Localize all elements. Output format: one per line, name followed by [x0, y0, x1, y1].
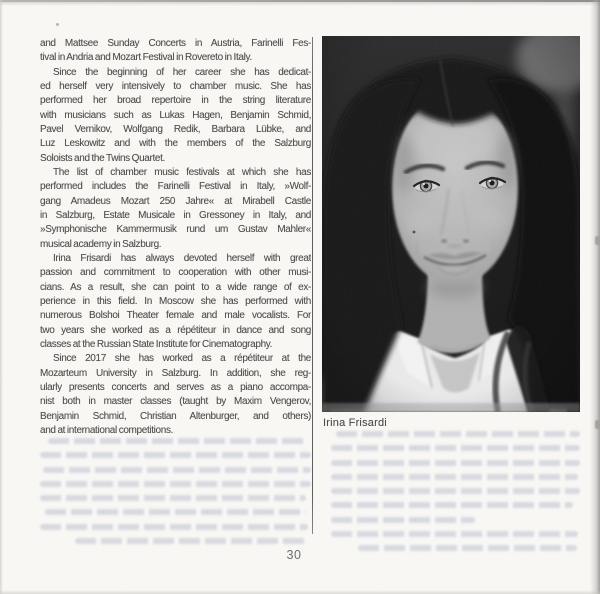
body-text-line: Benjamin Schmid, Christian Altenburger, and others) — [40, 410, 311, 422]
scan-edge-bottom — [0, 590, 600, 594]
paragraph — [40, 252, 311, 352]
body-text-line: tival in Andria and Mozart Festival in Rovereto in Italy. — [40, 52, 252, 64]
body-text-line: passion and commitment to cooperation with other musi- — [40, 267, 311, 279]
body-text-line: ularly presents concerts and serves as a piano accompa- — [40, 381, 311, 393]
bleed-through-line — [40, 495, 306, 501]
body-text-line: perience in this field. In Moscow she has performed with — [40, 295, 311, 307]
bleed-through-line — [45, 509, 305, 515]
body-text-line: gang Amadeus Mozart 250 Jahre« at Mirabell Castle — [40, 195, 311, 207]
scan-edge-top-soft — [0, 2, 600, 6]
bleed-through-line — [331, 488, 580, 494]
body-text-line: and at international competitions. — [40, 424, 174, 436]
body-text-line: Pavel Vernikov, Wolfgang Redik, Barbara Lübke, and — [40, 123, 311, 135]
body-text-line: musical academy in Salzburg. — [40, 238, 162, 250]
body-text-line: »Symphonische Kammermusik rund um Gustav Mahler« — [40, 224, 311, 236]
body-text-line: performed her broad repertoire in the string literature — [40, 95, 311, 107]
body-text-line: two years she worked as a répétiteur in dance and song — [40, 324, 311, 336]
body-text-line: in Salzburg, Estate Musicale in Gressoney in Italy, and — [40, 209, 311, 221]
bleed-through-line — [331, 502, 573, 508]
body-text-line: The list of chamber music festivals at which she has — [53, 166, 311, 178]
bleed-through-line — [75, 538, 305, 544]
bleed-through-line — [331, 474, 578, 480]
paragraph — [40, 352, 311, 438]
bleed-through-line — [331, 460, 580, 466]
body-text-line: Since the beginning of her career she has dedicat- — [53, 66, 311, 78]
paragraph — [40, 166, 311, 252]
body-text-line: ed herself very intensively to chamber music. She has — [40, 80, 311, 92]
scan-edge-mark — [595, 420, 599, 429]
body-text-line: nist both in master classes (taught by Maxim Vengerov, — [40, 396, 311, 408]
bleed-through-text-left — [40, 438, 311, 552]
scan-edge-left — [0, 0, 3, 594]
body-text-line: numerous Bolshoi Theater female and male vocalists. For — [40, 310, 311, 322]
bleed-through-line — [40, 524, 308, 530]
scan-edge-right — [590, 0, 600, 594]
body-text-line: Since 2017 she has worked as a répétiteur at the — [53, 353, 311, 365]
bleed-through-line — [40, 481, 311, 487]
body-text-line: Luz Leskowitz and with the members of the Salzburg — [40, 138, 311, 150]
bleed-through-text-right — [331, 431, 580, 559]
bleed-through-line — [336, 431, 580, 437]
body-text-line: with musicians such as Lukas Hagen, Benjamin Schmid, — [40, 109, 311, 121]
bleed-through-line — [331, 531, 578, 537]
bleed-through-line — [331, 445, 580, 451]
paragraph — [40, 37, 311, 66]
body-text-line: cians. As a result, she can point to a wide range of ex- — [40, 281, 311, 293]
column-divider-line — [312, 37, 313, 534]
bleed-through-line — [40, 452, 311, 458]
portrait-photo-image — [322, 36, 580, 412]
scan-edge-mark — [595, 236, 599, 245]
body-text-line: Irina Frisardi has always devoted herself with great — [53, 252, 311, 264]
bleed-through-line — [331, 517, 475, 523]
text-column — [40, 37, 311, 438]
body-text-line: Mozarteum University in Salzburg. In addition, she reg- — [40, 367, 311, 379]
bleed-through-line — [48, 438, 305, 444]
body-text-line: performed includes the Farinelli Festival in Italy, »Wolf- — [40, 181, 311, 193]
portrait-photo — [322, 36, 580, 412]
body-text-line: classes at the Russian State Institute for Cinematography. — [40, 338, 273, 350]
scan-speck — [56, 23, 59, 26]
body-text-line: and Mattsee Sunday Concerts in Austria, Farinelli Fes- — [40, 38, 311, 49]
photo-caption: Irina Frisardi — [323, 417, 387, 429]
bleed-through-line — [43, 467, 311, 473]
body-text-line: Soloists and the Twins Quartet. — [40, 152, 165, 164]
paragraph — [40, 66, 311, 166]
page-number: 30 — [286, 548, 302, 562]
